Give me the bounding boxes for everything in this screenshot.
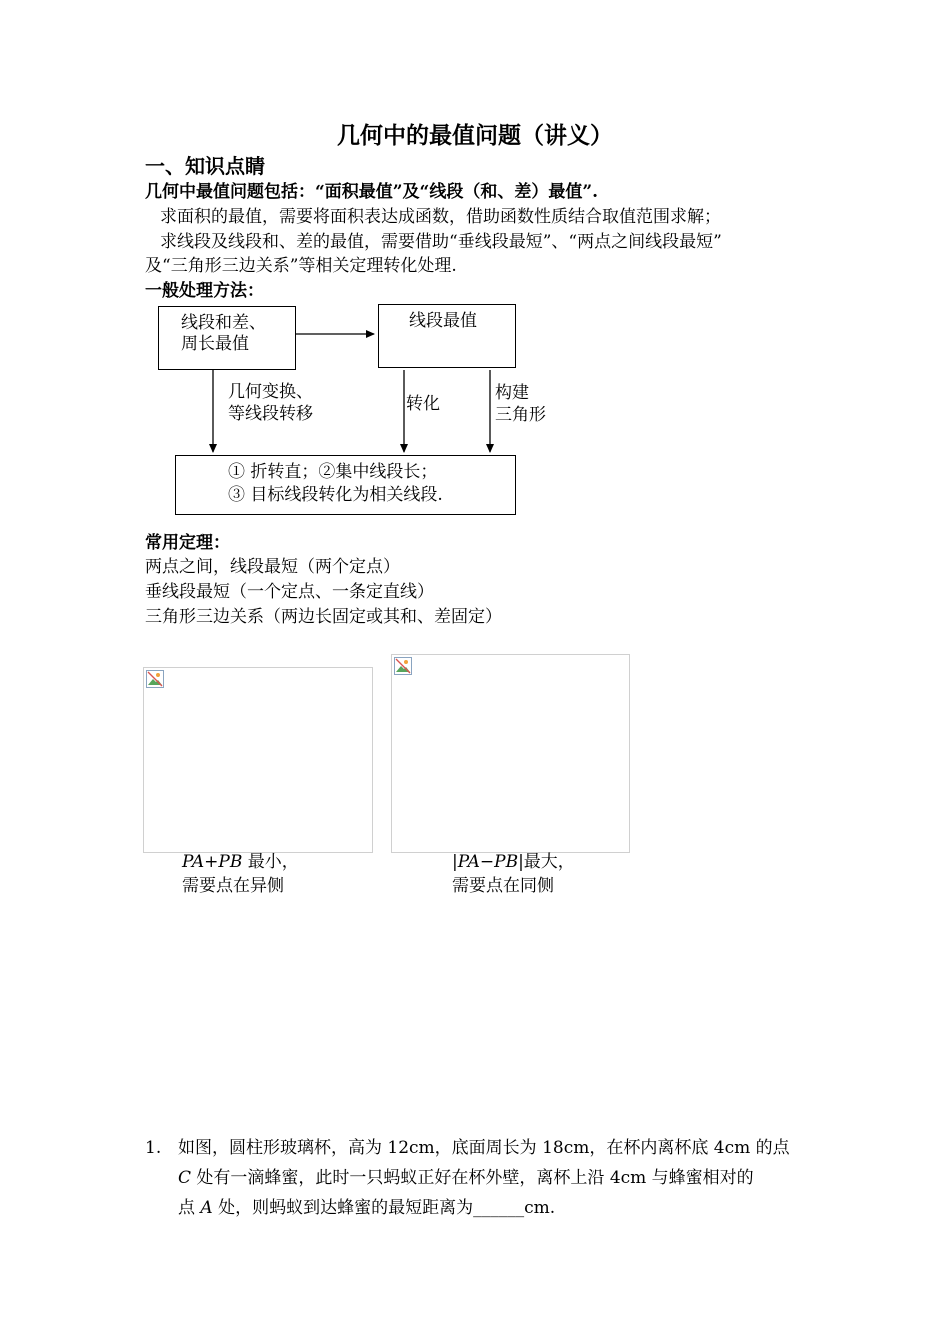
question-body	[178, 1133, 818, 1223]
flow-label-triangle	[495, 382, 546, 426]
intro-bold-line: 几何中最值问题包括：“面积最值”及“线段（和、差）最值”.	[145, 182, 599, 202]
figure-right-caption-line2: 需要点在同侧	[452, 876, 554, 896]
section-heading: 一、知识点睛	[145, 154, 265, 178]
flow-box-segment-max-label: 线段最值	[409, 311, 477, 331]
flow-label-transform	[228, 381, 313, 425]
figure-left-caption-line2: 需要点在异侧	[182, 876, 284, 896]
question-number: 1.	[145, 1138, 162, 1158]
page-title: 几何中的最值问题（讲义）	[337, 122, 613, 149]
flow-box-sum-diff	[158, 306, 296, 370]
figure-right-caption-line1: |PA−PB|最大，	[452, 852, 575, 872]
question-line2: C 处有一滴蜂蜜，此时一只蚂蚁正好在杯外壁，离杯上沿 4cm 与蜂蜜相对的	[178, 1168, 754, 1188]
figure-same-side-placeholder	[143, 667, 373, 853]
broken-image-icon	[146, 670, 164, 688]
paragraph-area-max: 求面积的最值，需要将面积表达成函数，借助函数性质结合取值范围求解；	[160, 207, 721, 227]
flow-box-methods	[175, 455, 516, 515]
flow-label-transform-line2: 等线段转移	[228, 404, 313, 424]
theorem-item: 三角形三边关系（两边长固定或其和、差固定）	[145, 607, 502, 627]
flow-box-methods-line1: ① 折转直；②集中线段长；	[228, 462, 438, 482]
flow-box-sum-diff-line2: 周长最值	[181, 334, 249, 354]
theorem-item: 垂线段最短（一个定点、一条定直线）	[145, 582, 434, 602]
flow-label-triangle-line1: 构建	[495, 383, 529, 403]
question-line3: 点 A 处，则蚂蚁到达蜂蜜的最短距离为______cm.	[178, 1198, 556, 1218]
question-line1: 如图，圆柱形玻璃杯，高为 12cm，底面周长为 18cm，在杯内离杯底 4cm 的点	[178, 1138, 790, 1158]
paragraph-segment-line1: 求线段及线段和、差的最值，需要借助“垂线段最短”、“两点之间线段最短”	[160, 232, 722, 252]
paragraph-segment-line2: 及“三角形三边关系”等相关定理转化处理.	[145, 256, 457, 276]
broken-image-icon	[394, 657, 412, 675]
flow-label-triangle-line2: 三角形	[495, 405, 546, 425]
figure-left-caption	[182, 850, 299, 898]
flow-box-methods-line2: ③ 目标线段转化为相关线段.	[228, 485, 443, 505]
flow-box-segment-max	[378, 304, 516, 368]
flow-label-convert: 转化	[406, 394, 440, 414]
flow-box-sum-diff-line1: 线段和差、	[181, 313, 266, 333]
figure-right-caption	[452, 850, 575, 898]
figure-left-caption-line1: PA+PB 最小，	[182, 852, 299, 872]
theorem-item: 两点之间，线段最短（两个定点）	[145, 557, 400, 577]
method-heading: 一般处理方法：	[145, 281, 264, 301]
theorems-heading: 常用定理：	[145, 533, 230, 553]
flow-label-transform-line1: 几何变换、	[228, 382, 313, 402]
figure-diff-side-placeholder	[391, 654, 630, 853]
